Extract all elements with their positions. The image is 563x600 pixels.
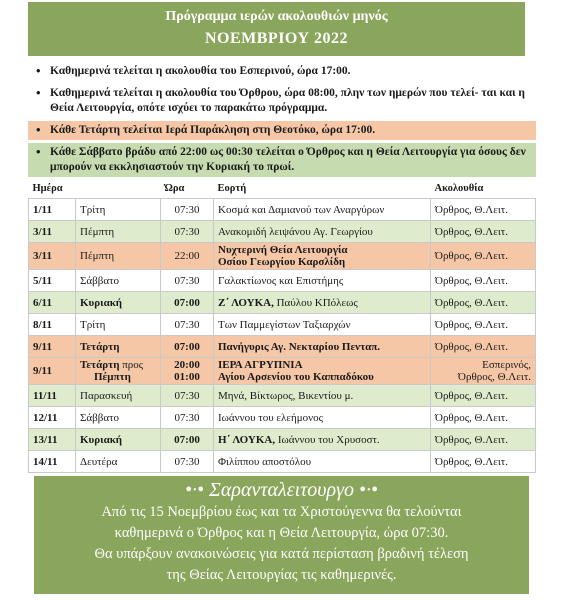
cell-day bbox=[76, 221, 161, 243]
cell-time bbox=[161, 292, 214, 314]
header-date: Ημέρα bbox=[32, 183, 63, 194]
cell-feast bbox=[214, 270, 431, 292]
time-value: 07:00 bbox=[174, 433, 200, 446]
notice-item: • Κάθε Τετάρτη τελείται Ιερά Παράκληση στη Θεοτόκο, ώρα 17:00. bbox=[28, 121, 536, 140]
feast-bold: Η΄ ΛΟΥΚΑ, bbox=[218, 433, 276, 446]
table-row bbox=[29, 243, 536, 270]
table-row bbox=[29, 221, 536, 243]
cell-date: 5/11 bbox=[29, 270, 76, 292]
footer-line: Θα υπάρξουν ανακοινώσεις για κατά περίσταση βραδινή τέλεση bbox=[94, 546, 469, 562]
cell-feast bbox=[214, 429, 431, 451]
header-day bbox=[76, 179, 161, 199]
feast-text: Οσίου Γεωργίου Καρσλίδη bbox=[218, 256, 346, 268]
cell-time bbox=[161, 199, 214, 221]
cell-service bbox=[431, 429, 536, 451]
cell-date: 9/11 bbox=[29, 358, 76, 385]
cell-service bbox=[431, 385, 536, 407]
cell-time bbox=[161, 429, 214, 451]
cell-feast bbox=[214, 336, 431, 358]
feast-text: Νυχτερινή Θεία Λειτουργία bbox=[218, 244, 348, 256]
feast-text: Αγίου Αρσενίου του Καππαδόκου bbox=[218, 371, 374, 383]
time-value: 07:30 bbox=[174, 455, 200, 468]
cell-day bbox=[76, 407, 161, 429]
day-label: Σάββατο bbox=[80, 274, 120, 287]
footer-line: Από τις 15 Νοεμβρίου έως και τα Χριστούγεννα θα τελούνται bbox=[101, 504, 462, 520]
cell-feast bbox=[214, 243, 431, 270]
cell-time bbox=[161, 407, 214, 429]
service-text: Όρθρος, Θ.Λειτ. bbox=[435, 411, 508, 424]
cell-service bbox=[431, 451, 536, 473]
feast-text: Ιωάννου του Χρυσοστ. bbox=[275, 433, 380, 446]
schedule-table bbox=[28, 179, 536, 473]
day-label: Τετάρτη bbox=[80, 359, 120, 371]
cell-date: 12/11 bbox=[29, 407, 76, 429]
table-row bbox=[29, 358, 536, 385]
cell-service bbox=[431, 314, 536, 336]
feast-text: Μηνά, Βίκτωρος, Βικεντίου μ. bbox=[218, 389, 354, 402]
footer-line: καθημερινά ο Όρθρος και η Θεία Λειτουργία, ώρα 07:30. bbox=[114, 525, 449, 541]
cell-service bbox=[431, 270, 536, 292]
time-value: 07:30 bbox=[174, 225, 200, 238]
cell-day bbox=[76, 336, 161, 358]
table-row bbox=[29, 429, 536, 451]
cell-day bbox=[76, 451, 161, 473]
cell-time bbox=[161, 270, 214, 292]
day-label: Πέμπτη bbox=[80, 250, 115, 262]
feast-text: Κοσμά και Δαμιανού των Αναργύρων bbox=[218, 203, 385, 216]
day-label: Παρασκευή bbox=[80, 389, 133, 402]
cell-date: 11/11 bbox=[29, 385, 76, 407]
cell-day bbox=[76, 385, 161, 407]
cell-feast bbox=[214, 199, 431, 221]
schedule-header bbox=[28, 2, 525, 56]
service-text: Όρθρος, Θ.Λειτ. bbox=[435, 433, 508, 446]
cell-day bbox=[76, 358, 161, 385]
cell-feast bbox=[214, 314, 431, 336]
cell-time bbox=[161, 221, 214, 243]
header-feast: Εορτή bbox=[217, 183, 247, 194]
cell-service bbox=[431, 199, 536, 221]
feast-text: Ανακομιδή λειψάνου Αγ. Γεωργίου bbox=[218, 225, 373, 238]
service-text: Όρθρος, Θ.Λειτ. bbox=[435, 225, 508, 238]
day-label: Τρίτη bbox=[80, 203, 106, 216]
notice-item: • Καθημερινά τελείται η ακολουθία του Εσπερινού, ώρα 17:00. bbox=[28, 62, 536, 81]
table-row bbox=[29, 407, 536, 429]
service-text: Όρθρος, Θ.Λειτ. bbox=[458, 371, 531, 383]
cell-feast bbox=[214, 292, 431, 314]
cell-date: 13/11 bbox=[29, 429, 76, 451]
cell-feast bbox=[214, 407, 431, 429]
notices-list bbox=[28, 62, 536, 180]
cell-feast bbox=[214, 451, 431, 473]
cell-service bbox=[431, 407, 536, 429]
cell-day bbox=[76, 270, 161, 292]
cell-time bbox=[161, 385, 214, 407]
cell-date: 9/11 bbox=[29, 336, 76, 358]
time-value: 07:00 bbox=[174, 340, 200, 353]
table-header-row bbox=[29, 179, 536, 199]
cell-date: 6/11 bbox=[29, 292, 76, 314]
service-text: Όρθρος, Θ.Λειτ. bbox=[435, 203, 508, 216]
feast-text: ΙΕΡΑ ΑΓΡΥΠΝΙΑ bbox=[218, 359, 303, 371]
notice-item: • Κάθε Σάββατο βράδυ από 22:00 ως 00:30 τελείται ο Όρθρος και η Θεία Λειτουργία για όσους δεν μπορούν να εκκλησιαστούν την Κυριακή το πρωί. bbox=[28, 143, 536, 177]
feast-text: Των Παμμεγίστων Ταξιαρχών bbox=[218, 318, 351, 331]
header-time: Ώρα bbox=[164, 183, 185, 194]
table-row bbox=[29, 336, 536, 358]
cell-day bbox=[76, 199, 161, 221]
cell-feast bbox=[214, 221, 431, 243]
time-value: 07:30 bbox=[174, 318, 200, 331]
cell-time bbox=[161, 358, 214, 385]
time-value: 07:30 bbox=[174, 411, 200, 424]
day-label: Σάββατο bbox=[80, 411, 120, 424]
service-text: Όρθρος, Θ.Λειτ. bbox=[435, 455, 508, 468]
cell-day bbox=[76, 429, 161, 451]
cell-service bbox=[431, 358, 536, 385]
footer-banner bbox=[34, 476, 529, 594]
feast-text: Γαλακτίωνος και Επιστήμης bbox=[218, 274, 344, 287]
footer-line: της Θείας Λειτουργίας τις καθημερινές. bbox=[166, 567, 397, 583]
time-value: 20:00 bbox=[174, 359, 200, 371]
table-row bbox=[29, 270, 536, 292]
footer-title: •·• Σαρανταλειτουργο •·• bbox=[185, 479, 378, 501]
day-suffix: προς bbox=[122, 359, 144, 371]
header-service: Ακολουθία bbox=[434, 183, 484, 194]
cell-date: 14/11 bbox=[29, 451, 76, 473]
table-row bbox=[29, 385, 536, 407]
cell-time bbox=[161, 451, 214, 473]
feast-text: Φιλίππου αποστόλου bbox=[218, 455, 312, 468]
time-value: 22:00 bbox=[174, 250, 200, 262]
day-label: Τετάρτη bbox=[80, 340, 120, 353]
table-row bbox=[29, 314, 536, 336]
service-text: Όρθρος, Θ.Λειτ. bbox=[435, 250, 508, 262]
service-text: Όρθρος, Θ.Λειτ. bbox=[435, 340, 508, 353]
header-title: Πρόγραμμα ιερών ακολουθιών μηνός bbox=[165, 9, 388, 24]
feast-bold: Ζ΄ ΛΟΥΚΑ, bbox=[218, 296, 274, 309]
time-value: 07:00 bbox=[174, 296, 200, 309]
feast-text: Ιωάννου του ελεήμονος bbox=[218, 411, 323, 424]
service-text: Εσπερινός, bbox=[482, 359, 531, 371]
table-row bbox=[29, 292, 536, 314]
cell-time bbox=[161, 314, 214, 336]
cell-service bbox=[431, 221, 536, 243]
cell-date: 8/11 bbox=[29, 314, 76, 336]
table-row bbox=[29, 451, 536, 473]
cell-day bbox=[76, 314, 161, 336]
feast-text: Πανήγυρις Αγ. Νεκταρίου Πενταπ. bbox=[218, 340, 381, 353]
cell-feast bbox=[214, 358, 431, 385]
time-value: 01:00 bbox=[174, 371, 200, 383]
cell-service bbox=[431, 336, 536, 358]
cell-service bbox=[431, 292, 536, 314]
day-label: Τρίτη bbox=[80, 318, 106, 331]
cell-day bbox=[76, 243, 161, 270]
day-label: Πέμπτη bbox=[94, 371, 131, 383]
table-row bbox=[29, 199, 536, 221]
cell-time bbox=[161, 336, 214, 358]
service-text: Όρθρος, Θ.Λειτ. bbox=[435, 389, 508, 402]
notice-item: • Καθημερινά τελείται η ακολουθία του Όρθρου, ώρα 08:00, πλην των ημερών που τελεί- ται και η Θεία Λειτουργία, οπότε ισχύει το παρακάτω πρόγραμμα. bbox=[28, 84, 536, 118]
cell-date: 1/11 bbox=[29, 199, 76, 221]
cell-time bbox=[161, 243, 214, 270]
day-label: Δευτέρα bbox=[80, 455, 118, 468]
day-label: Κυριακή bbox=[80, 433, 123, 446]
cell-date: 3/11 bbox=[29, 221, 76, 243]
service-text: Όρθρος, Θ.Λειτ. bbox=[435, 274, 508, 287]
cell-day bbox=[76, 292, 161, 314]
cell-service bbox=[431, 243, 536, 270]
day-label: Πέμπτη bbox=[80, 225, 115, 238]
day-label: Κυριακή bbox=[80, 296, 123, 309]
cell-date: 3/11 bbox=[29, 243, 76, 270]
header-month: ΝΟΕΜΒΡΙΟΥ 2022 bbox=[204, 30, 349, 47]
time-value: 07:30 bbox=[174, 389, 200, 402]
time-value: 07:30 bbox=[174, 203, 200, 216]
cell-feast bbox=[214, 385, 431, 407]
time-value: 07:30 bbox=[174, 274, 200, 287]
service-text: Όρθρος, Θ.Λειτ. bbox=[435, 296, 508, 309]
service-text: Όρθρος, Θ.Λειτ. bbox=[435, 318, 508, 331]
feast-text: Παύλου ΚΠόλεως bbox=[273, 296, 358, 309]
